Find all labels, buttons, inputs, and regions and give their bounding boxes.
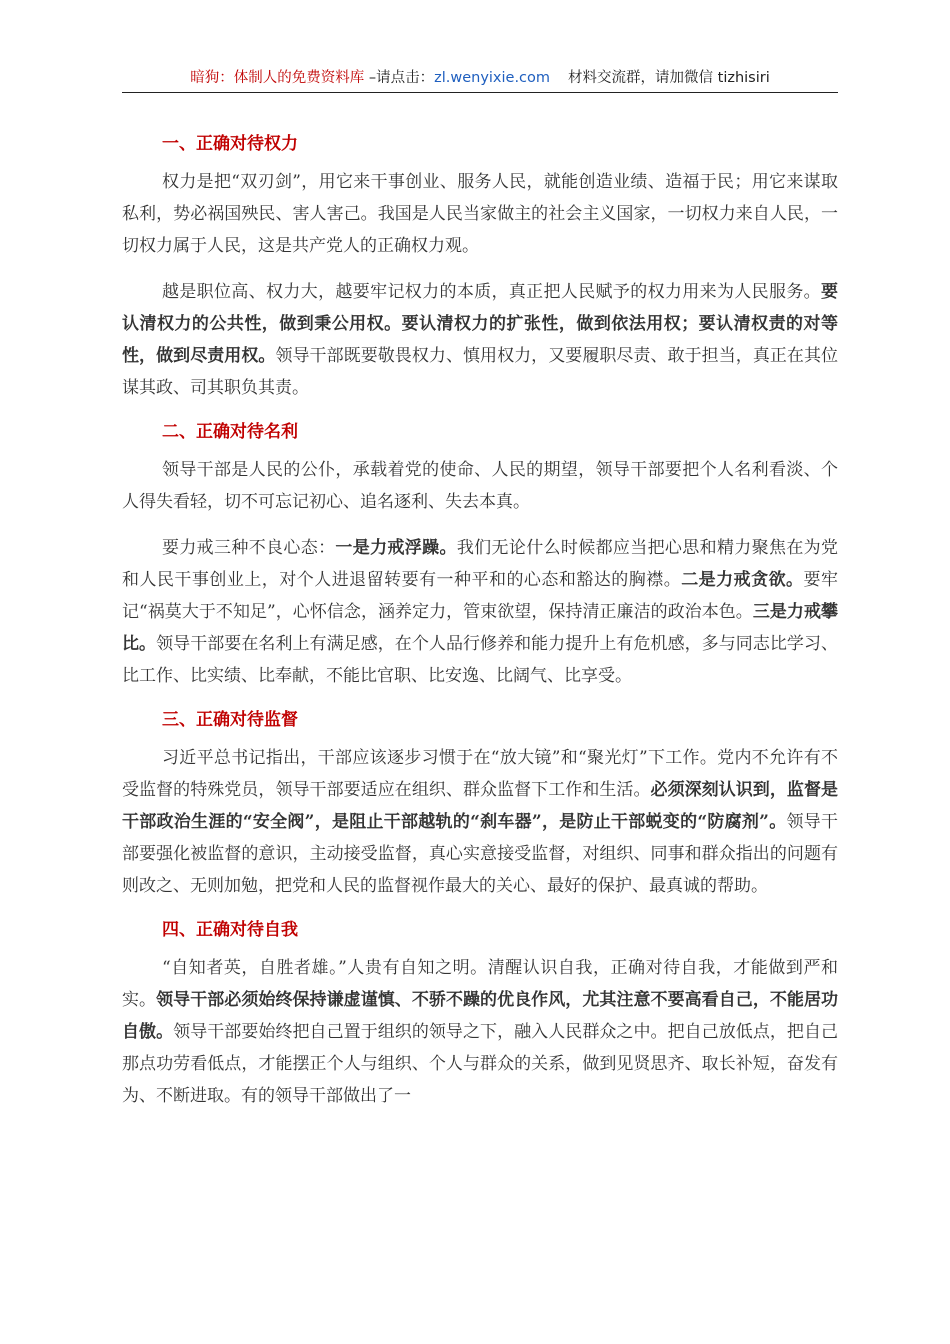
paragraph: 习近平总书记指出，干部应该逐步习惯于在“放大镜”和“聚光灯”下工作。党内不允许有不受监督的特殊党员，领导干部要适应在组织、群众监督下工作和生活。必须深刻认识到，监督是干部政治生涯的“安全阀”，是阻止干部越轨的“刹车器”，是防止干部蜕变的“防腐剂”。领导干部要强化被监督的意识，主动接受监督，真心实意接受监督，对组织、同事和群众指出的问题有则改之、无则加勉，把党和人民的监督视作最大的关心、最好的保护、最真诚的帮助。 (122, 748, 839, 896)
paragraph: “自知者英，自胜者雄。”人贵有自知之明。清醒认识自我，正确对待自我，才能做到严和实。领导干部必须始终保持谦虚谨慎、不骄不躁的优良作风，尤其注意不要高看自己，不能居功自傲。领导干部要始终把自己置于组织的领导之下，融入人民群众之中。把自己放低点，把自己那点功劳看低点，才能摆正个人与组织、个人与群众的关系，做到见贤思齐、取长补短，奋发有为、不断进取。有的领导干部做出了一 (122, 958, 839, 1106)
paragraph: 要力戒三种不良心态：一是力戒浮躁。我们无论什么时候都应当把心思和精力聚焦在为党和人民干事创业上，对个人进退留转要有一种平和的心态和豁达的胸襟。二是力戒贪欲。要牢记“祸莫大于不知足”，心怀信念，涵养定力，管束欲望，保持清正廉洁的政治本色。三是力戒攀比。领导干部要在名利上有满足感，在个人品行修养和能力提升上有危机感，多与同志比学习、比工作、比实绩、比奉献，不能比官职、比安逸、比阔气、比享受。 (122, 538, 839, 686)
header-library-title: 暗狗：体制人的免费资料库 (190, 70, 365, 86)
paragraph: 权力是把“双刃剑”，用它来干事创业、服务人民，就能创造业绩、造福于民；用它来谋取私利，势必祸国殃民、害人害己。我国是人民当家做主的社会主义国家，一切权力来自人民，一切权力属于人民，这是共产党人的正确权力观。 (122, 172, 838, 256)
header-wechat-note: 材料交流群，请加微信 tizhisiri (568, 70, 770, 86)
header-url-link[interactable]: zl.wenyixie.com (434, 70, 551, 86)
section-heading: 三、正确对待监督 (162, 710, 298, 730)
section-heading: 四、正确对待自我 (162, 920, 298, 940)
section-heading: 二、正确对待名利 (162, 422, 298, 442)
document-body (122, 118, 838, 1126)
paragraph: 领导干部是人民的公仆，承载着党的使命、人民的期望，领导干部要把个人名利看淡、个人得失看轻，切不可忘记初心、追名逐利、失去本真。 (122, 460, 838, 512)
page-header (122, 64, 838, 93)
section-heading: 一、正确对待权力 (162, 134, 298, 154)
paragraph: 越是职位高、权力大，越要牢记权力的本质，真正把人民赋予的权力用来为人民服务。要认清权力的公共性，做到秉公用权。要认清权力的扩张性，做到依法用权；要认清权责的对等性，做到尽责用权。领导干部既要敬畏权力、慎用权力，又要履职尽责、敢于担当，真正在其位谋其政、司其职负其责。 (122, 282, 839, 398)
header-click-prompt: –请点击： (364, 70, 435, 86)
